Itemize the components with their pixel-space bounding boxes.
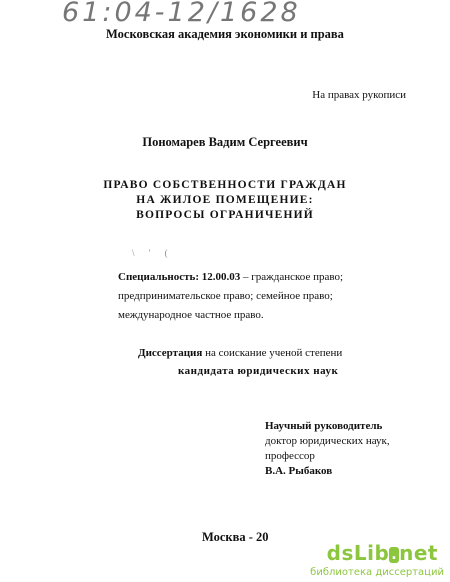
supervisor-degree: доктор юридических наук, bbox=[265, 435, 390, 447]
dslib-watermark[interactable] bbox=[310, 536, 450, 582]
rights-notice: На правах рукописи bbox=[312, 89, 406, 101]
logo-dot: . bbox=[391, 546, 398, 563]
logo-text-right: net bbox=[399, 541, 438, 565]
supervisor-rank: профессор bbox=[265, 450, 315, 462]
logo-text-left: dsLib bbox=[326, 541, 390, 565]
scan-specks: \ ' ( bbox=[132, 248, 174, 258]
degree-purpose: на соискание ученой степени bbox=[202, 347, 343, 359]
degree-name: кандидата юридических наук bbox=[178, 365, 339, 377]
dslib-logo bbox=[327, 541, 438, 565]
dslib-subtitle: библиотека диссертаций bbox=[310, 567, 444, 578]
specialty-line bbox=[118, 268, 343, 287]
specialty-label: Специальность: bbox=[118, 271, 200, 283]
degree-line bbox=[138, 344, 342, 362]
specialty-line: международное частное право. bbox=[118, 309, 264, 321]
supervisor-name: В.А. Рыбаков bbox=[265, 465, 333, 477]
title-line: ПРАВО СОБСТВЕННОСТИ ГРАЖДАН bbox=[103, 179, 347, 191]
specialty-name: – гражданское право; bbox=[240, 271, 344, 283]
institution-name: Московская академия экономики и права bbox=[106, 27, 344, 41]
author-name: Пономарев Вадим Сергеевич bbox=[142, 135, 308, 149]
archive-number-stamp: 61:04-12/1628 bbox=[62, 0, 301, 28]
specialty-line: предпринимательское право; семейное право; bbox=[118, 290, 333, 302]
degree-statement bbox=[138, 344, 342, 380]
supervisor-title: Научный руководитель bbox=[265, 420, 383, 432]
city-year: Москва - 20 bbox=[202, 530, 269, 544]
title-line: ВОПРОСЫ ОГРАНИЧЕНИЙ bbox=[136, 209, 314, 221]
supervisor-block bbox=[265, 419, 390, 479]
specialty-code: 12.00.03 bbox=[201, 271, 241, 283]
specialty-block bbox=[118, 268, 343, 325]
dissertation-label: Диссертация bbox=[138, 347, 203, 359]
dissertation-title bbox=[0, 178, 450, 223]
title-line: НА ЖИЛОЕ ПОМЕЩЕНИЕ: bbox=[136, 194, 314, 206]
